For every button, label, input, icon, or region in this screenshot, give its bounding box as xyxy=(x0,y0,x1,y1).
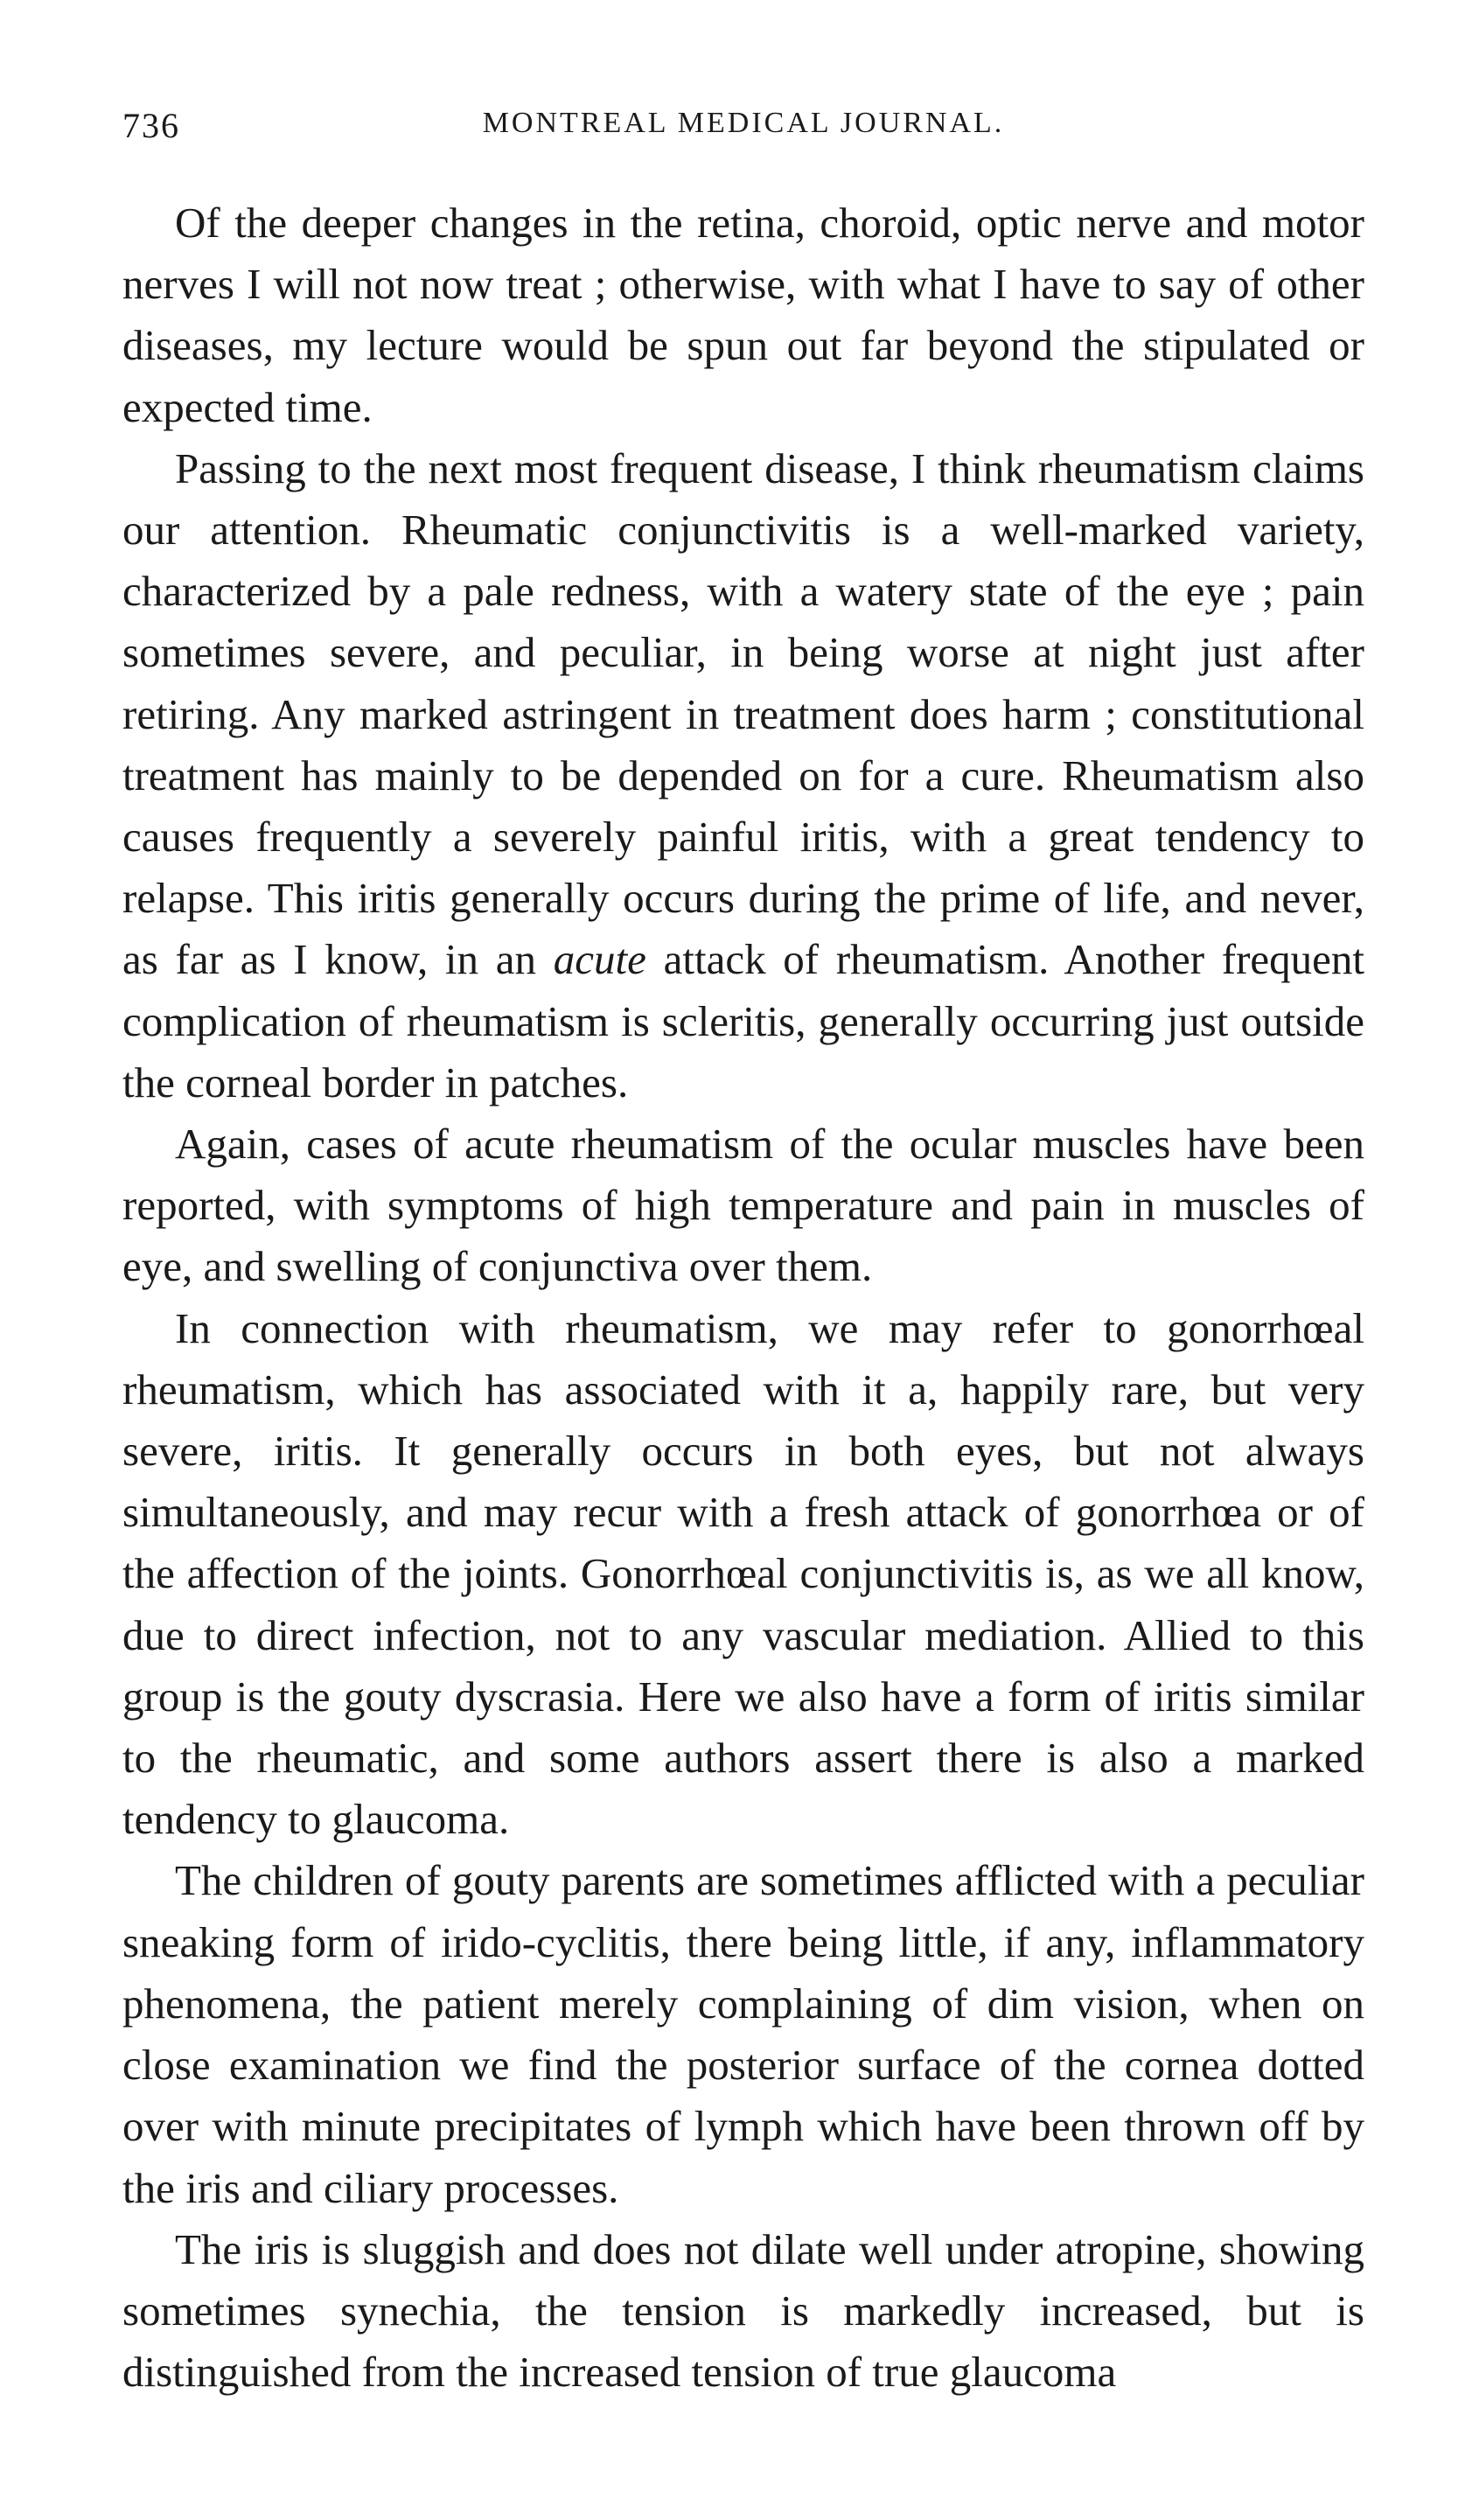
paragraph-deeper-changes: Of the deeper changes in the retina, choroid, optic nerve and motor nerves I will not now treat ; otherwise, with what I have to say of other diseases, my lecture would be spun out far beyond the stipulated or expected time. xyxy=(122,199,1364,431)
body-text xyxy=(122,192,1364,2403)
document-page xyxy=(122,105,1364,2403)
paragraph-gouty-children: The children of gouty parents are sometimes afflicted with a peculiar sneaking form of irido-cyclitis, there being little, if any, inflammatory phenomena, the patient merely complaining of dim vision, when on close examination we find the posterior surface of the cornea dotted over with minute precipitates of lymph which have been thrown off by the iris and ciliary processes. xyxy=(122,1856,1364,2212)
paragraph-gonorrhoeal: In connection with rheumatism, we may refer to gonorrhœal rheumatism, which has associated with it a, happily rare, but very severe, iritis. It generally occurs in both eyes, but not always simultaneously, and may recur with a fresh attack of gonorrhœa or of the affection of the joints. Gonorrhœal conjunctivitis is, as we all know, due to direct infection, not to any vascular mediation. Allied to this group is the gouty dyscrasia. Here we also have a form of iritis similar to the rheumatic, and some authors assert there is also a marked tendency to glaucoma. xyxy=(122,1303,1364,1844)
running-head xyxy=(122,105,1364,166)
paragraph-rheumatism xyxy=(122,438,1364,1113)
journal-title: MONTREAL MEDICAL JOURNAL. xyxy=(482,107,1005,139)
page-number: 736 xyxy=(122,106,180,145)
paragraph-rheumatism-part-1: Passing to the next most frequent disease, I think rheumatism claims our attention. Rheumatic conjunctivitis is a well-marked variety, characterized by a pale redness, with a watery state of the eye ; pain sometimes severe, and peculiar, in being worse at night just after retiring. Any marked astringent in treatment does harm ; constitutional treatment has mainly to be depended on for a cure. Rheumatism also causes frequently a severely painful iritis, with a great tendency to relapse. This iritis generally occurs during the prime of life, and never, as far as I know, in an xyxy=(122,443,1364,984)
paragraph-ocular-muscles: Again, cases of acute rheumatism of the ocular muscles have been reported, with symptoms of high temperature and pain in muscles of eye, and swelling of conjunctiva over them. xyxy=(122,1120,1364,1291)
emphasis-acute: acute xyxy=(553,935,646,984)
paragraph-iris: The iris is sluggish and does not dilate well under atropine, showing sometimes synechia, the tension is markedly increased, but is distinguished from the increased tension of true glaucoma xyxy=(122,2224,1364,2397)
paragraph-rheumatism-part-2: attack of rheumatism. Another frequent complication of rheumatism is scleritis, generally occurring just outside the corneal border in patches. xyxy=(122,935,1364,1106)
